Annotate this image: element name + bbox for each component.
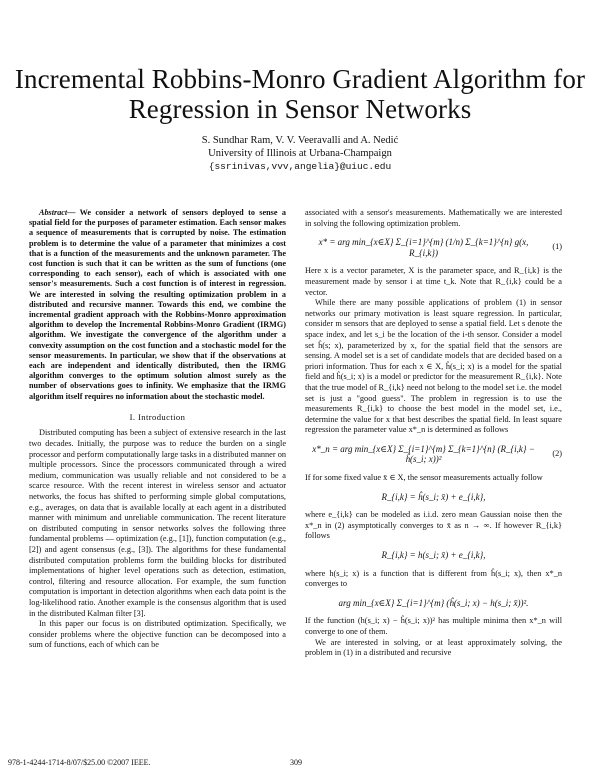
right-paragraph-2: While there are many possible applications of problem (1) in sensor networks our primary motivation is least square regression. In particular, consider m sensors that are deployed to sense a spatial field. Let s denote the space index, and let s_i be the location of the i-th sensor. Consider a model set ĥ(s; x), parameterized by x, for the spatial field that the sensors are sensing. A model set is a set of candidate models that are decided based on a priori information. Thus for each x ∈ X, ĥ(s_i; x) is a model for the spatial field and ĥ(s_i; x) is a model or predictor for the measurement R_{i,k}. Note that the true model of R_{i,k} need not belong to the model set i.e. the model set is just a "good guess". The problem in regression is to use the measurements R_{i,k} to choose the best model in the model set, i.e., determine the value for x that best describes the spatial field. In least square regression the parameter value x*_n is determined as follows (305, 298, 562, 435)
equation-3 (305, 492, 562, 503)
title-line-1: Incremental Robbins-Monro Gradient Algorithm for (14, 64, 586, 94)
footer-copyright: 978-1-4244-1714-8/07/$25.00 ©2007 IEEE. (8, 758, 151, 767)
email: {ssrinivas,vvv,angelia}@uiuc.edu (208, 161, 392, 172)
affiliation: University of Illinois at Urbana-Champaign (208, 148, 392, 159)
equation-5 (305, 598, 562, 609)
paper-title (0, 64, 600, 124)
equation-2 (305, 444, 562, 465)
right-column (305, 208, 562, 659)
intro-paragraph-2: In this paper our focus is on distributed optimization. Specifically, we consider problems where the objective function can be decomposed into a sum of functions, each of which can be (29, 619, 286, 650)
equation-1 (305, 237, 562, 258)
authors: S. Sundhar Ram, V. V. Veeravalli and A. Nedić (201, 135, 399, 146)
abstract (29, 208, 286, 402)
equation-4-math: R_{i,k} = h(s_i; x̄) + e_{i,k}, (381, 550, 486, 561)
title-line-2: Regression in Sensor Networks (128, 94, 472, 124)
page-number: 309 (290, 758, 302, 767)
right-paragraph-0: associated with a sensor's measurements. Mathematically we are interested in solving the following optimization problem. (305, 208, 562, 228)
equation-3-math: R_{i,k} = ĥ(s_i; x̄) + e_{i,k}, (381, 491, 486, 502)
right-paragraph-4: where e_{i,k} can be modeled as i.i.d. zero mean Gaussian noise then the x*_n in (2) asymptotically converges to x̄ as n → ∞. If however R_{i,k} follows (305, 510, 562, 541)
equation-1-math: x* = arg min_{x∈X} Σ_{i=1}^{m} (1/n) Σ_{k=1}^{n} g(x, R_{i,k}) (318, 237, 529, 258)
right-paragraph-7: We are interested in solving, or at least approximately solving, the problem in (1) in a distributed and recursive (305, 637, 562, 658)
intro-paragraph-1: Distributed computing has been a subject of extensive research in the last two decades. Initially, the purpose was to reduce the burden on a single processor and perform computationally large tasks in a distributed manner on multiple processors. Since the processors communicated through a wired medium, communication was usually reliable and not considered to be a scarce resource. With the recent interest in wireless sensor and actuator networks, the focus has shifted to performing simple global computations, e.g., averages, on data that is available locally at each agent in a distributed manner with minimum and unreliable communication. The recent literature on distributed computing in sensor networks solves the following three fundamental problems — optimization (e.g., [1]), function computation (e.g., [2]) and agent consensus (e.g., [3]). The algorithms for these fundamental distributed computation problems form the building blocks for distributed implementations of higher level operations such as detection, estimation, control, filtering and resource allocation. For example, the sum function computation is important in detection algorithms when each data point is the log-likelihood ratio. Another example is the consensus algorithm that is used in the distributed Kalman filter [3]. (29, 428, 286, 618)
equation-2-number: (2) (552, 449, 562, 459)
equation-4 (305, 550, 562, 561)
abstract-label: Abstract (39, 208, 68, 217)
left-column (29, 208, 286, 651)
section-heading-introduction: I. Introduction (129, 411, 186, 422)
right-paragraph-1: Here x is a vector parameter, X is the parameter space, and R_{i,k} is the measurement made by sensor i at time t_k. Note that R_{i,k} could be a vector. (305, 266, 562, 297)
right-paragraph-5: where h(s_i; x) is a function that is different from ĥ(s_i; x), then x*_n converges to (305, 568, 562, 589)
right-paragraph-6: If the function (h(s_i; x) − ĥ(s_i; x))² has multiple minima then x*_n will converge to one of them. (305, 616, 562, 636)
equation-1-number: (1) (552, 242, 562, 252)
abstract-text: — We consider a network of sensors deployed to sense a spatial field for the purposes of parameter estimation. Each sensor makes a sequence of measurements that is corrupted by noise. The estimation problem is to determine the value of a parameter that minimizes a cost that is a function of the measurements and the unknown parameter. The cost function is such that it can be written as the sum of functions (one corresponding to each sensor), each of which is associated with one sensor's measurements. Such a cost function is of interest in regression. We are interested in solving the resulting optimization problem in a distributed and recursive manner. Towards this end, we combine the incremental gradient approach with the Robbins-Monro approximation algorithm to develop the Incremental Robbins-Monro Gradient (IRMG) algorithm. We investigate the convergence of the algorithm under a convexity assumption on the cost function and a stochastic model for the sensor measurements. In particular, we show that if the observations at each are independent and identically distributed, then the IRMG algorithm converges to the optimum solution almost surely as the number of observations goes to infinity. We emphasize that the IRMG algorithm itself requires no information about the stochastic model. (29, 208, 286, 401)
right-paragraph-3: If for some fixed value x̄ ∈ X, the sensor measurements actually follow (305, 473, 543, 483)
equation-2-math: x*_n = arg min_{x∈X} Σ_{i=1}^{m} Σ_{k=1}^{n} (R_{i,k} − ĥ(s_i; x))² (312, 443, 535, 465)
author-block (0, 134, 600, 173)
equation-5-math: arg min_{x∈X} Σ_{i=1}^{m} (ĥ(s_i; x) − h(s_i; x̄))². (338, 597, 529, 608)
